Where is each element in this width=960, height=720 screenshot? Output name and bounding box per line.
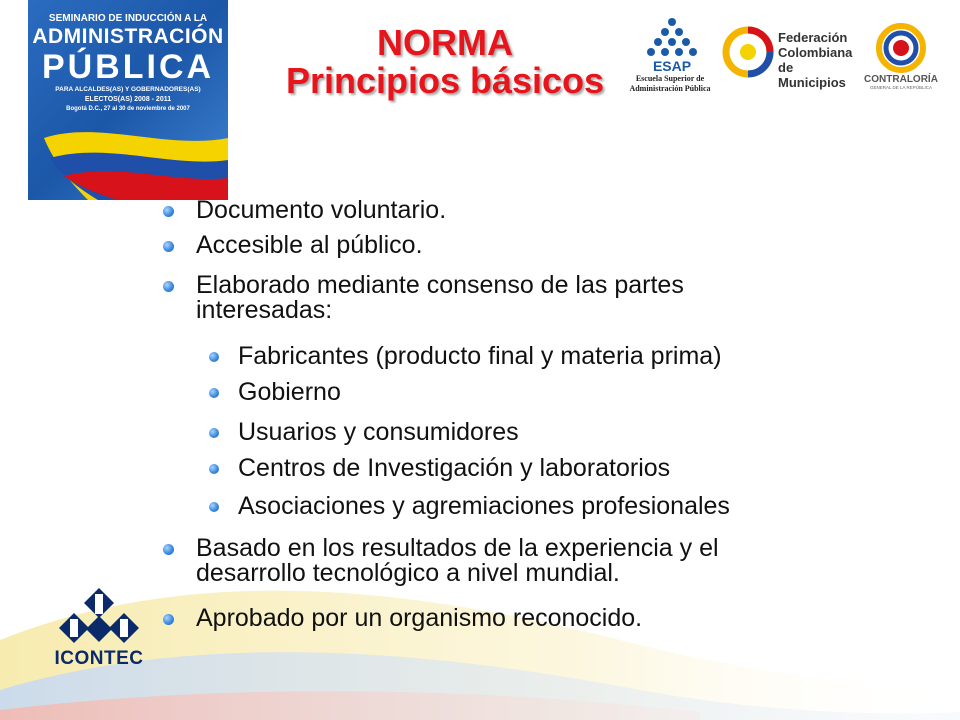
esap-name xyxy=(620,74,720,94)
bullet-text-continued: interesadas: xyxy=(196,296,333,324)
bullet-dot-icon xyxy=(163,544,174,555)
contraloria-logo xyxy=(856,22,946,92)
esap-name-line1: Escuela Superior de xyxy=(635,74,705,83)
bullet-text: Accesible al público. xyxy=(196,231,423,259)
icontec-logo xyxy=(54,586,154,670)
bullet-text: Fabricantes (producto final y materia prima) xyxy=(238,342,722,370)
bullet-item xyxy=(196,536,719,586)
bullet-dot-icon xyxy=(163,206,174,217)
bullet-dot-icon xyxy=(163,241,174,252)
contraloria-name: CONTRALORÍA xyxy=(864,74,938,85)
title-line2: Principios básicos xyxy=(285,60,605,101)
sub-bullet-item xyxy=(238,494,730,519)
bullet-dot-icon xyxy=(209,352,219,362)
contraloria-subtitle: GENERAL DE LA REPÚBLICA xyxy=(869,85,933,90)
seminar-banner xyxy=(28,0,228,200)
esap-name-line2: Administración Pública xyxy=(629,84,711,93)
bullet-text: Aprobado por un organismo reconocido. xyxy=(196,604,643,632)
seminar-banner-line2: ADMINISTRACIÓN xyxy=(32,25,224,48)
esap-people-icon xyxy=(620,14,720,74)
seminar-banner-line5: ELECTOS(AS) 2008 - 2011 xyxy=(84,96,172,103)
bullet-item xyxy=(196,273,684,323)
bullet-item xyxy=(196,198,446,223)
bullet-dot-icon xyxy=(163,614,174,625)
fcm-name-line1: Federación xyxy=(778,30,848,45)
bullet-text: Asociaciones y agremiaciones profesionales xyxy=(238,492,730,520)
bullet-text: Basado en los resultados de la experiencia y el xyxy=(196,534,719,562)
bullet-dot-icon xyxy=(209,464,219,474)
icontec-emblem-icon xyxy=(54,586,144,646)
bullet-item xyxy=(196,233,423,258)
esap-logo xyxy=(620,14,720,94)
bullet-dot-icon xyxy=(209,502,219,512)
seminar-banner-line6: Bogotá D.C., 27 al 30 de noviembre de 2007 xyxy=(66,106,190,112)
seminar-banner-line3: PÚBLICA xyxy=(41,48,215,86)
bullet-text: Gobierno xyxy=(238,378,341,406)
bullet-item xyxy=(196,606,642,631)
fcm-swirl-icon xyxy=(722,26,774,78)
fcm-name-line2: Colombiana xyxy=(778,45,853,60)
fcm-name-line3: de Municipios xyxy=(778,60,846,90)
sub-bullet-item xyxy=(238,380,341,405)
fcm-logo xyxy=(722,24,853,90)
bullet-text: Usuarios y consumidores xyxy=(238,418,519,446)
bullet-dot-icon xyxy=(209,388,219,398)
seminar-banner-line1: SEMINARIO DE INDUCCIÓN A LA xyxy=(48,13,208,24)
sub-bullet-item xyxy=(238,344,722,369)
bullet-dot-icon xyxy=(209,428,219,438)
icontec-name: ICONTEC xyxy=(54,648,144,669)
esap-acronym: ESAP xyxy=(652,58,692,74)
contraloria-emblem-icon xyxy=(856,22,946,74)
sub-bullet-item xyxy=(238,456,670,481)
bullet-text: Centros de Investigación y laboratorios xyxy=(238,454,671,482)
fcm-name xyxy=(778,30,852,90)
sub-bullet-item xyxy=(238,420,519,445)
bullet-dot-icon xyxy=(163,281,174,292)
slide-title xyxy=(260,24,630,100)
seminar-banner-line4: PARA ALCALDES(AS) Y GOBERNADORES(AS) xyxy=(55,86,201,93)
title-line1: NORMA xyxy=(377,22,513,63)
bullet-text: Elaborado mediante consenso de las partes xyxy=(196,271,684,299)
bullet-text: Documento voluntario. xyxy=(196,196,447,224)
bullet-text-continued: desarrollo tecnológico a nivel mundial. xyxy=(196,559,620,587)
